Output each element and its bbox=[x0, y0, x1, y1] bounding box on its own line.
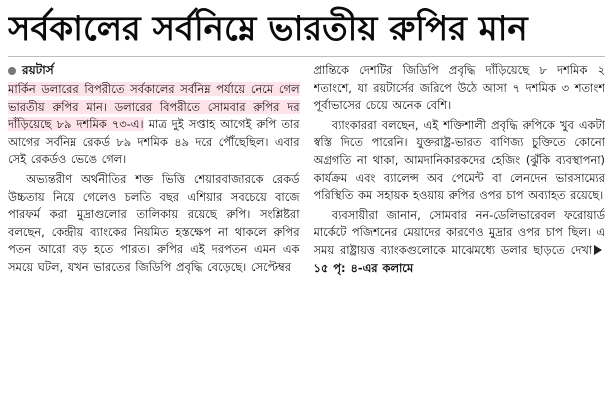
jump-arrow-icon bbox=[594, 245, 602, 255]
lead-paragraph bbox=[8, 81, 300, 169]
article-body bbox=[8, 62, 605, 396]
lead-rest: মাত্র দুই সপ্তাহ আগেই রুপি তার আগের সর্বনিম্ন রেকর্ড ৮৯ দশমিক ৪৯ দরে পৌঁছেছিল। এবার সেই রেকর্ডও ভেঙে গেল। bbox=[8, 117, 300, 167]
headline: সর্বকালের সর্বনিম্নে ভারতীয় রুপির মান bbox=[8, 4, 605, 57]
paragraph-5-text: ব্যবসায়ীরা জানান, সোমবার নন-ডেলিভারেবল ফরোয়ার্ড মার্কেটে পজিশনের মেয়াদের কারণেও মুদ্রার ওপর চাপ ছিল। এ সময় রাষ্ট্রায়ত্ত ব্যাংকগুলোকে মাঝেমধ্যে ডলার ছাড়তে দেখা bbox=[313, 207, 605, 257]
byline-text: রয়টার্স bbox=[22, 63, 54, 77]
continued-jump: ১৫ পৃ: ৪-এর কলামে bbox=[313, 260, 414, 275]
paragraph-2: অভ্যন্তরীণ অর্থনীতির শক্ত ভিত্তি শেয়ারবাজারকে রেকর্ড উচ্চতায় নিয়ে গেলেও চলতি বছর এশিয়ার সবচেয়ে বাজে পারফর্ম করা মুদ্রাগুলোর তালিকায় রয়েছে রুপি। সংশ্লিষ্টরা বলছেন, কেন্দ্রীয় ব্যাংকের নিয়মিত হস্তক্ষেপ না থাকলে রুপির পতন আরো বড় হতে পারত। রুপির এই দরপতন এমন এক সময়ে ঘটল, যখন ভারতের জিডিপি প্রবৃদ্ধি বেড়েছে। সেপ্টেম্বর bbox=[8, 171, 300, 274]
right-column bbox=[314, 62, 606, 396]
byline bbox=[8, 62, 300, 79]
paragraph-5 bbox=[314, 207, 606, 277]
paragraph-4: ব্যাংকাররা বলছেন, এই শক্তিশালী প্রবৃদ্ধি রুপিকে খুব একটা স্বস্তি দিতে পারেনি। যুক্তরাষ্ট্র-ভারত বাণিজ্য চুক্তিতে কোনো অগ্রগতি না থাকা, আমদানিকারকদের হেজিং (ঝুঁকি ব্যবস্থাপনা) কার্যক্রম এবং ব্যালেন্স অব পেমেন্ট বা লেনদেন ভারসাম্যের পরিস্থিতি কম সহায়ক হওয়ায় রুপির ওপর চাপ অব্যাহত রয়েছে। bbox=[313, 117, 605, 203]
left-column bbox=[8, 62, 300, 396]
highlighted-lead: মার্কিন ডলারের বিপরীতে সর্বকালের সর্বনিম্ন পর্যায়ে নেমে গেল ভারতীয় রুপির মান। ডলারের বিপরীতে সোমবার রুপির দর দাঁড়িয়েছে ৮৯ দশমিক ৭৩-এ। bbox=[8, 82, 300, 132]
bullet-icon bbox=[8, 67, 16, 75]
paragraph-3: প্রান্তিকে দেশটির জিডিপি প্রবৃদ্ধি দাঁড়িয়েছে ৮ দশমিক ২ শতাংশে, যা রয়টার্সের জরিপে উঠে আসা ৭ দশমিক ৩ শতাংশ পূর্বাভাসের চেয়ে অনেক বেশি। bbox=[313, 63, 605, 113]
